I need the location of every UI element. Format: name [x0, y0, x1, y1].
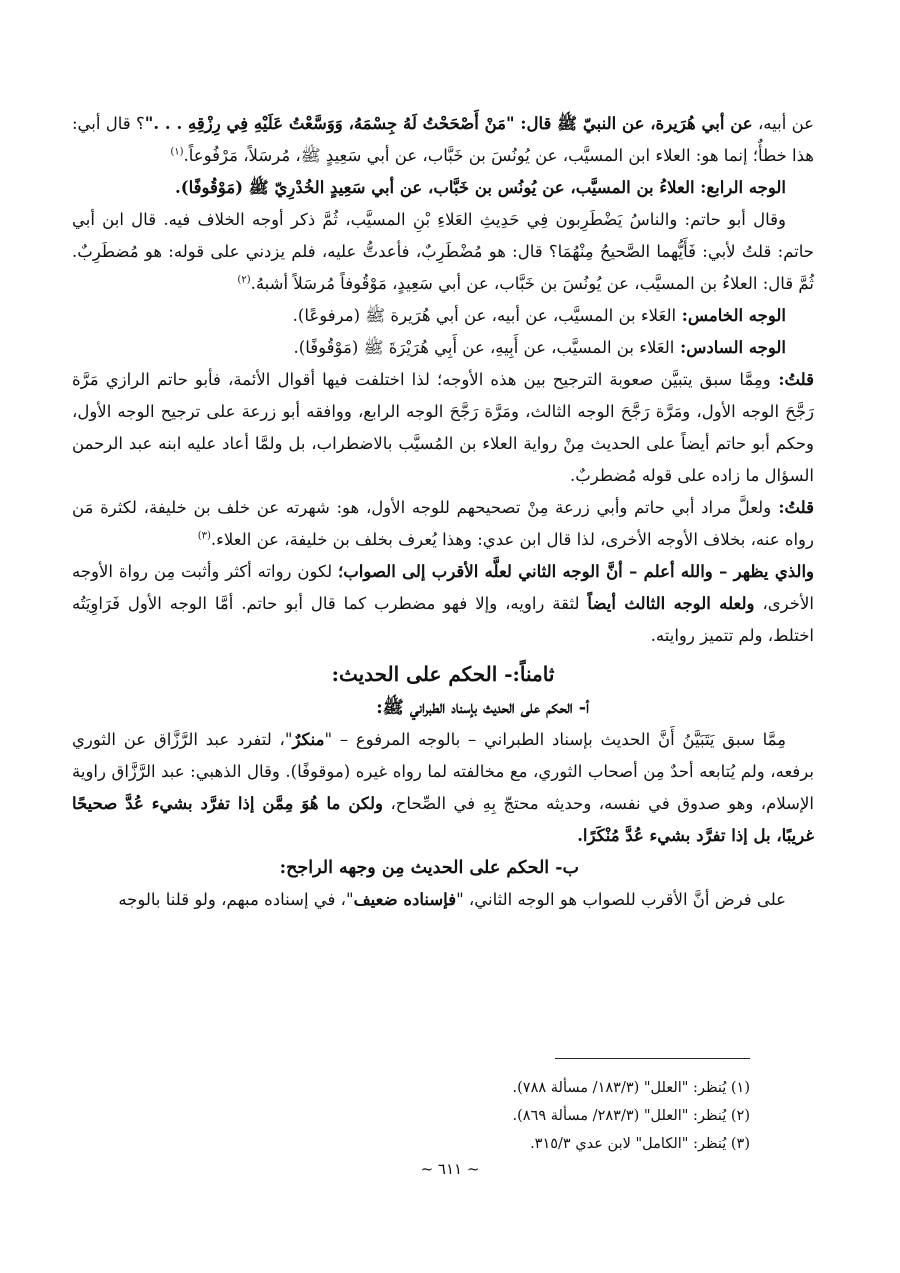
- wajh-5-label: الوجه الخامس:: [676, 306, 786, 325]
- paragraph-conclusion: [72, 556, 814, 652]
- footnote-1: (١) يُنظر: "العلل" (١٨٣/٣/ مسألة ٧٨٨).: [512, 1080, 750, 1096]
- bold-text: منكرٌ: [292, 730, 325, 749]
- qultu-label: قلتُ:: [771, 498, 814, 517]
- page-number: ~ ٦١١ ~: [420, 1160, 480, 1178]
- text: "، في إسناده مبهم، ولو قلنا بالوجه: [118, 890, 354, 909]
- paragraph-qultu-1: [72, 364, 814, 492]
- footnote-ref[interactable]: (١): [170, 146, 184, 158]
- bold-text: ولعله الوجه الثالث أيضاً: [587, 594, 755, 613]
- paragraph-abu-hatim: [72, 204, 814, 300]
- subheading-a: أ- الحكم على الحديث بإسناد الطبراني ﷺ:: [376, 698, 589, 718]
- wajh-4-text: الوجه الرابع: العلاءُ بن المسيَّب، عن يُونُس بن خَبَّاب، عن أبي سَعِيدٍ الخُدْرِيّ ﷺ (مَوْقُوفًا).: [175, 178, 786, 197]
- text: لثقة راويه، وإلا فهو مضطرب كما قال أبو حاتم. أمَّا الوجه الأول فَرَاوِيَتُه اختلط، ولم تتميز روايته.: [72, 594, 814, 645]
- paragraph-hadith: [72, 108, 814, 172]
- paragraph-wajh-6: [72, 332, 814, 364]
- bold-text: والذي يظهر – والله أعلم – أنَّ الوجه الثاني لعلَّه الأقرب إلى الصواب؛: [337, 562, 814, 581]
- subheading-b: ب- الحكم على الحديث مِن وجهه الراجح:: [279, 858, 579, 878]
- text: وقال أبو حاتم: والناسُ يَضْطَرِبون فِي حَدِيثِ العَلاءِ بْنِ المسيَّب، ثُمَّ ذكر أوجه الخلاف فيه. قال ابن أبي حاتم: قلتُ لأبي: فَأَيُّهما الصَّحيحُ مِنْهُمَا؟ قال: هو مُضْطَرِبٌ، فأعدتُّ عليه، فلم يزدني على قوله: هو مُضطَرِبٌ. ثُمَّ قال: العلاءُ بن المسيَّب، عن يُونُسَ بن خَبَّاب، عن أبي سَعِيدٍ، مَوْقُوفاً مُرسَلاً أشبهُ.: [72, 210, 814, 293]
- paragraph-wajh-5: [72, 300, 814, 332]
- text: ولعلَّ مراد أبي حاتم وأبي زرعة مِنْ تصحيحهم للوجه الأول، هو: شهرته عن خلف بن خليفة، لكثرة مَن رواه عنه، بخلاف الأوجه الأخرى، لذا قال ابن عدي: وهذا يُعرف بخلف بن خليفة، عن العلاء.: [72, 498, 814, 549]
- text: لكون رواته أكثر وأثبت مِن رواة الأوجه الأخرى،: [72, 562, 814, 613]
- footnote-2: (٢) يُنظر: "العلل" (٢٨٣/٣/ مسألة ٨٦٩).: [512, 1108, 750, 1124]
- text: العَلاء بن المسيَّب، عن أبيه، عن أبي هُرَيرة ﷺ (مرفوعًا).: [292, 306, 677, 325]
- footnote-divider: [555, 1058, 750, 1059]
- text: ومِمَّا سبق يتبيَّن صعوبة الترجيح بين هذه الأوجه؛ لذا اختلفت فيها أقوال الأئمة، فأبو حاتم الرازي مَرَّة رَجَّحَ الوجه الأول، ومَرَّة رَجَّحَ الوجه الثالث، ومَرَّة رَجَّحَ الوجه الرابع، ووافقه أبو زرعة على ترجيح الوجه الأول، وحكم أبو حاتم أيضاً على الحديث مِنْ رواية العلاء بن المُسيَّب بالاضطراب، بل ولمَّا أعاد عليه ابنه عبد الرحمن السؤال ما زاده على قوله مُضطربٌ.: [72, 370, 814, 485]
- paragraph-ruling-rajih: [72, 884, 814, 916]
- footnotes: [250, 1074, 750, 1158]
- hadith-quote: عن أبي هُرَيرة، عن النبيّ ﷺ قال: "مَنْ أَصْحَحْتُ لَهُ جِسْمَهُ، وَوَسَّعْتُ عَلَيْهِ فِي رِزْقِهِ . . .": [144, 114, 753, 133]
- text: العَلاء بن المسيَّب، عن أَبِيهِ، عن أَبِي هُرَيْرَةَ ﷺ (مَوْقُوفًا).: [293, 338, 675, 357]
- bold-text: ولكن ما هُوَ مِمَّن إذا تفرَّد بشيء عُدَّ صحيحًا غريبًا، بل إذا تفرَّد بشيء عُدَّ مُنْكَرًا.: [72, 794, 814, 845]
- wajh-6-label: الوجه السادس:: [674, 338, 786, 357]
- qultu-label: قلتُ:: [770, 370, 814, 389]
- footnote-ref[interactable]: (٣): [197, 530, 211, 542]
- paragraph-qultu-2: [72, 492, 814, 556]
- text: "، لتفرد عبد الرَّزَّاق عن الثوري برفعه، ولم يُتابعه أحدٌ مِن أصحاب الثوري، مع مخالفته لما رواه غيره (موقوفًا). وقال الذهبي: عبد الرَّزَّاق راوية الإسلام، وهو صدوق في نفسه، وحديثه محتجّ بِهِ في الصِّحاح،: [72, 730, 814, 813]
- footnote-3: (٣) يُنظر: "الكامل" لابن عدي ٣١٥/٣.: [530, 1136, 750, 1152]
- paragraph-ruling-tabarani: [72, 724, 814, 852]
- footnote-ref[interactable]: (٢): [237, 274, 251, 286]
- text: مِمَّا سبق يَتَبَيَّنُ أَنَّ الحديث بإسناد الطبراني – بالوجه المرفوع – ": [324, 730, 786, 749]
- paragraph-wajh-4: [72, 172, 814, 204]
- text: على فرض أنَّ الأقرب للصواب هو الوجه الثاني، ": [456, 890, 786, 909]
- section-title: ثامناً:- الحكم على الحديث:: [331, 662, 555, 686]
- bold-text: فإسناده ضعيف: [353, 890, 457, 909]
- page-body: [72, 108, 814, 916]
- text: عن أبيه،: [752, 114, 814, 133]
- text: ؟ قال أبي: هذا خطأٌ؛ إنما هو: العلاء ابن المسيَّب، عن يُونُسَ بن خَبَّاب، عن أبي سَعِيدٍ ﷺ، مُرسَلاً، مَرْفُوعاً.: [72, 114, 814, 165]
